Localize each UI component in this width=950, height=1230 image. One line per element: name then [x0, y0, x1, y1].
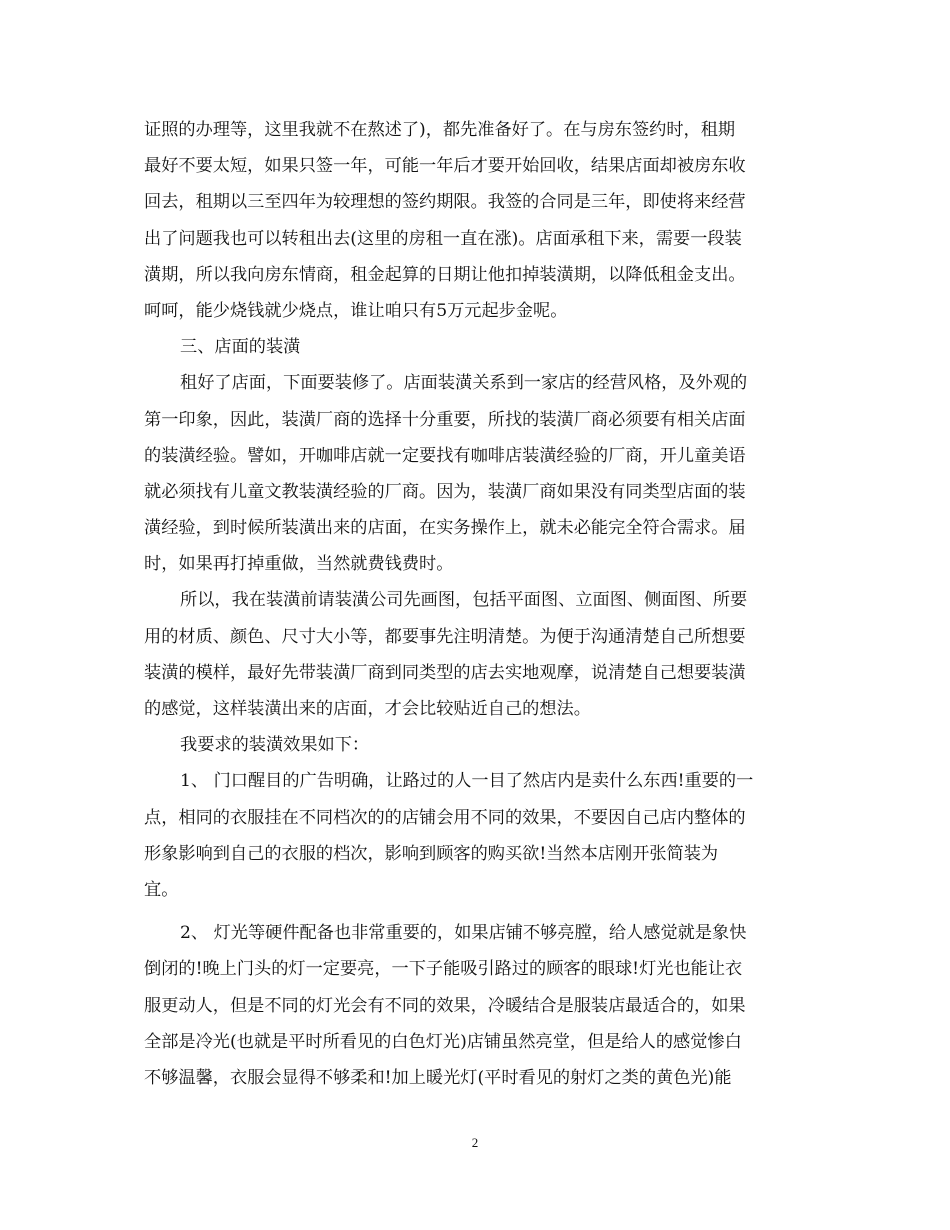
- text-line: 最好不要太短，如果只签一年，可能一年后才要开始回收，结果店面却被房东收: [144, 156, 746, 177]
- text-line: 的装潢经验。譬如，开咖啡店就一定要找有咖啡店装潢经验的厂商，开儿童美语: [144, 445, 746, 466]
- list-item-text: 不够温馨，衣服会显得不够柔和!加上暖光灯(平时看见的射灯之类的黄色光)能: [144, 1067, 732, 1088]
- text-line: 证照的办理等，这里我就不在熬述了)，都先准备好了。在与房东签约时，租期: [144, 120, 736, 140]
- text-line: 出了问题我也可以转租出去(这里的房租一直在涨)。店面承租下来，需要一段装: [144, 228, 742, 249]
- list-item-text: 服更动人，但是不同的灯光会有不同的效果，冷暖结合是服装店最适合的，如果: [144, 995, 746, 1016]
- text-line: 呵呵，能少烧钱就少烧点，谁让咱只有5万元起步金呢。: [144, 300, 568, 321]
- list-item-text: 2、 灯光等硬件配备也非常重要的，如果店铺不够亮膛，给人感觉就是象快: [180, 923, 747, 944]
- text-line: 潢经验，到时候所装潢出来的店面，在实务操作上，就未必能完全符合需求。届: [144, 518, 746, 539]
- text-line: 用的材质、颜色、尺寸大小等，都要事先注明清楚。为便于沟通清楚自己所想要: [144, 626, 746, 647]
- text-line: 的感觉，这样装潢出来的店面，才会比较贴近自己的想法。: [144, 699, 591, 719]
- text-line: 租好了店面，下面要装修了。店面装潢关系到一家店的经营风格，及外观的: [180, 373, 748, 394]
- list-item-text: 点，相同的衣服挂在不同档次的的店铺会用不同的效果，不要因自己店内整体的: [144, 807, 746, 828]
- text-line: 第一印象，因此，装潢厂商的选择十分重要，所找的装潢厂商必须要有相关店面: [144, 409, 746, 430]
- text-line: 装潢的模样，最好先带装潢厂商到同类型的店去实地观摩，说清楚自己想要装潢: [144, 662, 746, 683]
- document-body: [144, 112, 808, 1096]
- list-item-text: 全部是冷光(也就是平时所看见的白色灯光)店铺虽然亮堂，但是给人的感觉惨白: [144, 1031, 742, 1052]
- text-line: 回去，租期以三至四年为较理想的签约期限。我签的合同是三年，即使将来经营: [144, 192, 746, 213]
- list-item-text: 形象影响到自己的衣服的档次，影响到顾客的购买欲!当然本店刚开张简装为: [144, 843, 719, 864]
- text-line: 就必须找有儿童文教装潢经验的厂商。因为，装潢厂商如果没有同类型店面的装: [144, 481, 746, 502]
- list-item-text: 宜。: [144, 879, 179, 900]
- text-line: 潢期，所以我向房东情商，租金起算的日期让他扣掉装潢期，以降低租金支出。: [144, 264, 746, 285]
- text-line: 我要求的装潢效果如下：: [180, 735, 370, 756]
- text-line: 所以，我在装潢前请装潢公司先画图，包括平面图、立面图、侧面图、所要: [180, 590, 748, 611]
- list-item-text: 1、 门口醒目的广告明确，让路过的人一目了然店内是卖什么东西!重要的一: [180, 771, 754, 792]
- page-number: 2: [471, 1135, 479, 1150]
- text-line: 时，如果再打掉重做，当然就费钱费时。: [144, 554, 454, 575]
- section-heading: 三、店面的装潢: [180, 337, 301, 358]
- list-item-text: 倒闭的!晚上门头的灯一定要亮，一下子能吸引路过的顾客的眼球!灯光也能让衣: [144, 959, 743, 980]
